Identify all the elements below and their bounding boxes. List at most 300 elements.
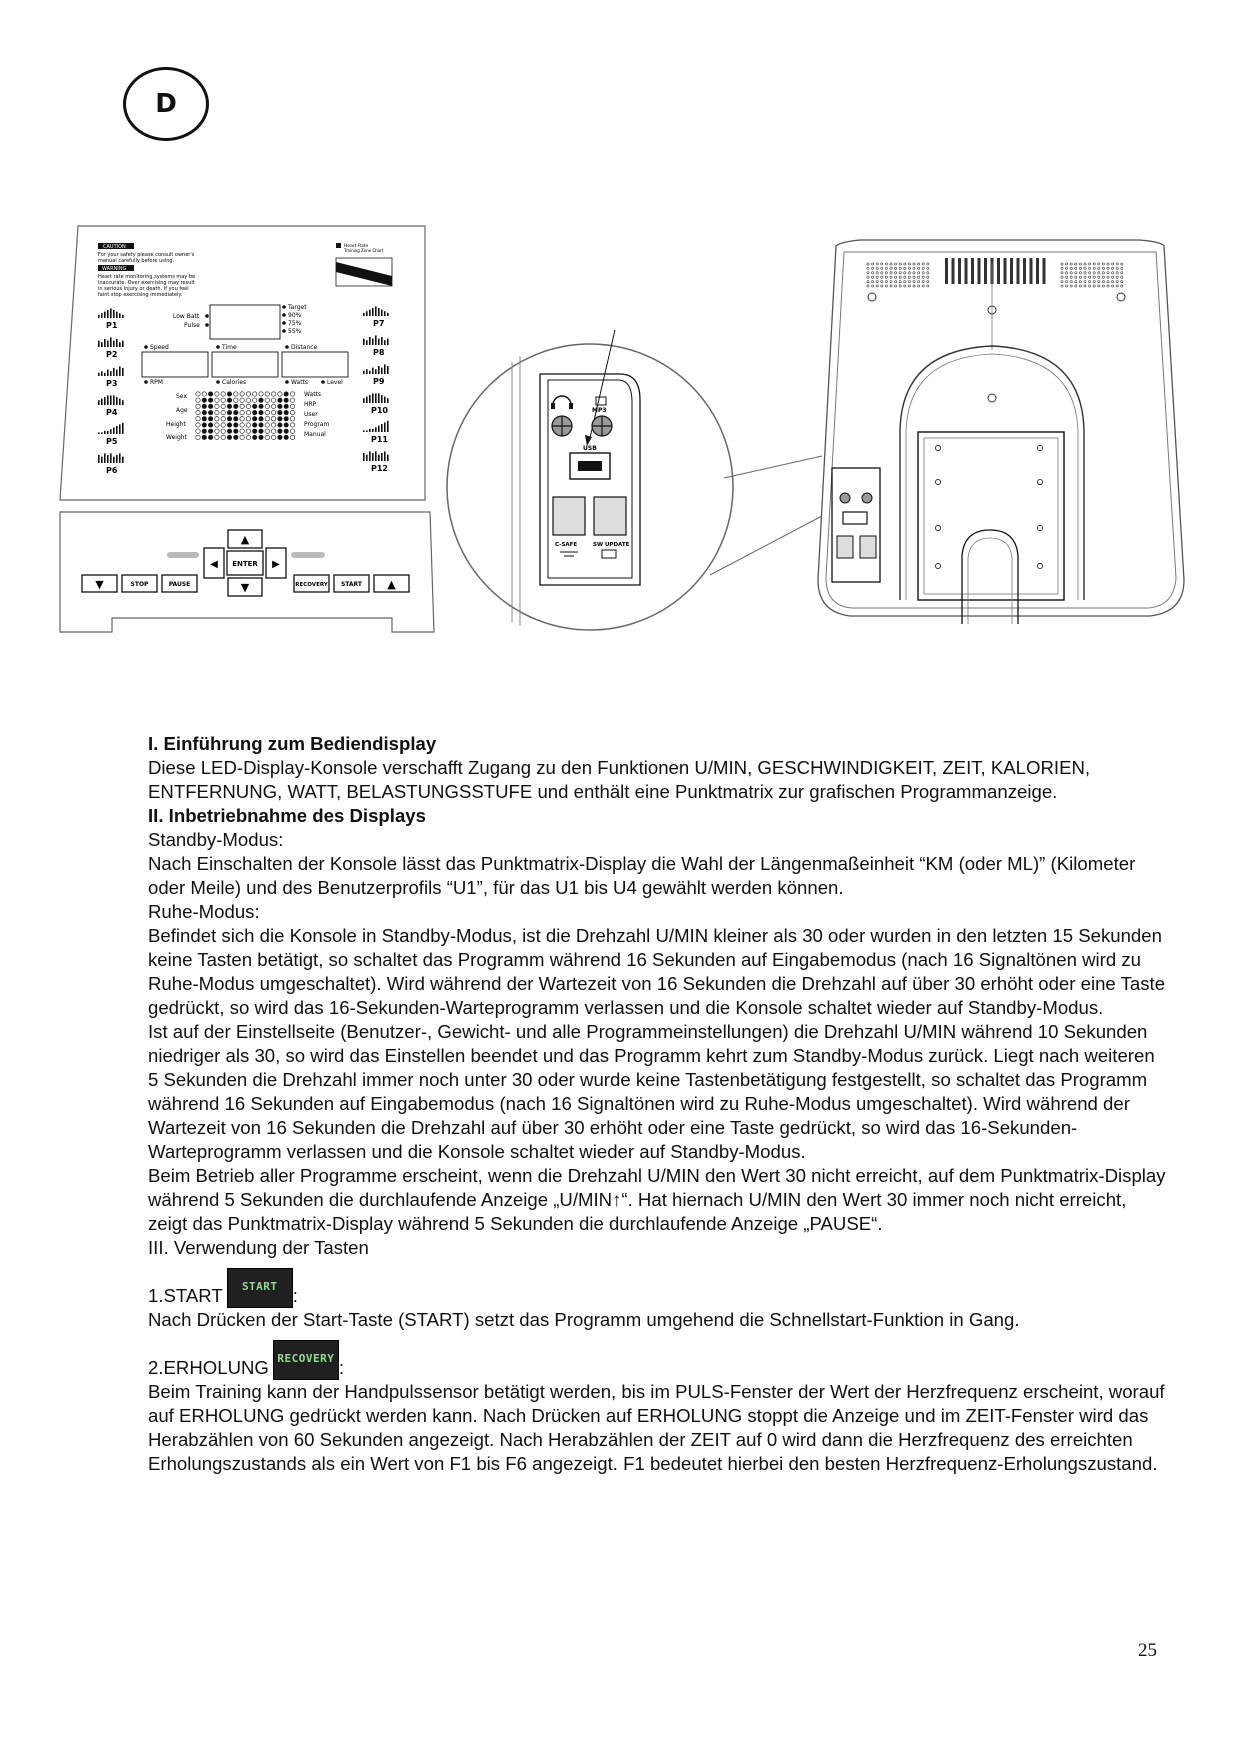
matrix-dot (202, 410, 206, 414)
target-label: Target (288, 304, 307, 311)
matrix-dot (234, 404, 238, 408)
matrix-dot (278, 410, 282, 414)
profile-bar (384, 364, 386, 374)
profile-bar (387, 366, 389, 374)
vent-hole (927, 276, 929, 278)
vent-hole (867, 272, 869, 274)
matrix-dot (234, 392, 238, 396)
vent-hole (1079, 267, 1081, 269)
ruhe-title: Ruhe-Modus: (148, 901, 260, 922)
vent-hole (1084, 276, 1086, 278)
vent-hole (872, 267, 874, 269)
matrix-dot (265, 429, 269, 433)
console-display-panel (60, 226, 425, 500)
profile-bar (363, 339, 365, 345)
vent-hole (895, 267, 897, 269)
matrix-dot (290, 417, 294, 421)
matrix-dot (215, 435, 219, 439)
matrix-dot (240, 410, 244, 414)
vent-hole (881, 263, 883, 265)
matrix-dot (271, 404, 275, 408)
target-75-label: 75% (288, 320, 302, 327)
vent-hole (1075, 285, 1077, 287)
profile-bar (384, 451, 386, 461)
matrix-dot (240, 417, 244, 421)
profile-bar (122, 400, 124, 405)
profile-bar (107, 431, 109, 434)
caution-line-2: manual carefully before using. (98, 258, 175, 264)
matrix-dot (227, 417, 231, 421)
vent-hole (876, 267, 878, 269)
profile-bar (98, 315, 100, 318)
vent-hole (908, 263, 910, 265)
vent-hole (1089, 281, 1091, 283)
vent-hole (918, 267, 920, 269)
matrix-dot (284, 404, 288, 408)
profile-bar (110, 453, 112, 463)
vent-hole (1084, 281, 1086, 283)
program-label-P11 (371, 435, 388, 444)
vent-hole (927, 263, 929, 265)
vent-hole (1075, 281, 1077, 283)
start-key-label: 1.START (148, 1285, 223, 1306)
vent-hole (1098, 267, 1100, 269)
vent-hole (922, 272, 924, 274)
svg-text:P4: P4 (106, 408, 118, 417)
vent-hole (908, 276, 910, 278)
vent-slot (1036, 258, 1039, 284)
matrix-dot (265, 392, 269, 396)
vent-grilles (867, 258, 1123, 287)
warning-line-2: inaccurate. Over exercising may result (98, 280, 195, 286)
user-label: User (304, 411, 318, 418)
profile-bar (372, 339, 374, 345)
matrix-dot (246, 429, 250, 433)
vent-hole (1116, 267, 1118, 269)
matrix-dot (196, 429, 200, 433)
matrix-dot (259, 410, 263, 414)
matrix-dot (265, 410, 269, 414)
matrix-dot (208, 435, 212, 439)
profile-bar (113, 310, 115, 318)
matrix-dot (259, 429, 263, 433)
vent-hole (1084, 285, 1086, 287)
matrix-dot (240, 404, 244, 408)
speed-rpm-window (142, 352, 208, 377)
vent-hole (1089, 276, 1091, 278)
matrix-dot (284, 417, 288, 421)
standby-title: Standby-Modus: (148, 829, 284, 850)
time-calories-window (212, 352, 278, 377)
matrix-dot (265, 435, 269, 439)
manual-label: Manual (304, 431, 326, 438)
c-safe-port[interactable] (553, 497, 585, 535)
matrix-dot (227, 435, 231, 439)
profile-bar (372, 393, 374, 403)
vent-hole (1112, 276, 1114, 278)
vent-hole (1107, 285, 1109, 287)
matrix-dot (290, 398, 294, 402)
profile-bar (110, 371, 112, 376)
vent-hole (1070, 263, 1072, 265)
pulse-window (210, 305, 280, 339)
caution-title: CAUTION (103, 244, 126, 250)
vent-hole (908, 281, 910, 283)
arrow-right-glyph: ▶ (272, 559, 280, 570)
matrix-dot (271, 435, 275, 439)
vent-hole (904, 285, 906, 287)
matrix-dot (234, 398, 238, 402)
matrix-dot (290, 404, 294, 408)
matrix-dot (284, 435, 288, 439)
vent-hole (1093, 285, 1095, 287)
vent-hole (918, 272, 920, 274)
vent-hole (899, 267, 901, 269)
profile-bar (113, 368, 115, 376)
matrix-dot (208, 417, 212, 421)
profile-bar (116, 455, 118, 463)
time-label: Time (222, 344, 237, 351)
program-label-P5 (106, 437, 118, 446)
vent-hole (1102, 267, 1104, 269)
vent-slot (1004, 258, 1007, 284)
vent-slot (1030, 258, 1033, 284)
vent-hole (1116, 281, 1118, 283)
vent-slot (1017, 258, 1020, 284)
vent-hole (885, 267, 887, 269)
watts-label: Watts (291, 379, 309, 386)
matrix-dot (221, 392, 225, 396)
vent-hole (927, 267, 929, 269)
profile-bar (384, 311, 386, 316)
vent-hole (913, 267, 915, 269)
profile-bar (387, 313, 389, 316)
profile-bar (387, 398, 389, 403)
profile-bar (104, 312, 106, 318)
mp3-label: MP3 (592, 407, 607, 414)
start-key-image-text: START (241, 1280, 278, 1293)
profile-bar (110, 395, 112, 405)
matrix-dot (234, 417, 238, 421)
profile-bar (384, 422, 386, 432)
matrix-dot (221, 417, 225, 421)
vent-hole (876, 281, 878, 283)
profile-bar (381, 368, 383, 374)
svg-text:P3: P3 (106, 379, 118, 388)
vent-hole (1121, 276, 1123, 278)
profile-bar (375, 306, 377, 316)
profile-bar (366, 369, 368, 374)
vent-hole (1079, 272, 1081, 274)
vent-hole (881, 276, 883, 278)
profile-bar (381, 310, 383, 316)
vent-hole (1066, 272, 1068, 274)
vent-hole (1121, 263, 1123, 265)
matrix-dot (278, 398, 282, 402)
vent-hole (899, 285, 901, 287)
matrix-dot (215, 417, 219, 421)
recovery-key-line (148, 1336, 1168, 1380)
svg-text:P1: P1 (106, 321, 118, 330)
matrix-dot (221, 435, 225, 439)
target-55-label: 55% (288, 328, 302, 335)
vent-hole (904, 276, 906, 278)
vent-hole (922, 281, 924, 283)
profile-bar (381, 337, 383, 345)
matrix-dot (215, 404, 219, 408)
recovery-colon: : (338, 1357, 345, 1378)
vent-hole (1098, 281, 1100, 283)
vent-hole (1107, 276, 1109, 278)
vent-hole (1070, 285, 1072, 287)
svg-text:P10: P10 (371, 406, 388, 415)
arrow-down-glyph: ▼ (240, 581, 250, 594)
matrix-dot (227, 404, 231, 408)
vent-hole (1079, 263, 1081, 265)
program-label-P1 (106, 321, 118, 330)
vent-hole (1112, 267, 1114, 269)
vent-hole (1061, 281, 1063, 283)
program-label-P10 (371, 406, 388, 415)
vent-hole (890, 285, 892, 287)
manual-text (148, 732, 1168, 1476)
profile-bar (366, 340, 368, 345)
vent-hole (1093, 267, 1095, 269)
matrix-dot (253, 429, 257, 433)
matrix-dot (202, 423, 206, 427)
vent-hole (872, 263, 874, 265)
sw-update-label: SW UPDATE (593, 542, 630, 548)
weight-label: Weight (166, 434, 187, 441)
matrix-dot (196, 398, 200, 402)
vent-hole (904, 267, 906, 269)
vent-hole (1070, 281, 1072, 283)
matrix-dot (202, 398, 206, 402)
program-label-P8 (373, 348, 385, 357)
profile-bar (378, 366, 380, 374)
vent-hole (867, 263, 869, 265)
matrix-dot (215, 392, 219, 396)
profile-bar (122, 423, 124, 434)
profile-bar (381, 395, 383, 403)
matrix-dot (259, 398, 263, 402)
ruhe-paragraph-2: Ist auf der Einstellseite (Benutzer-, Gewicht- und alle Programmeinstellungen) die Drehzahl U/MIN während 10 Sekunden niedriger als 30, so wird das Einstellen beendet und das Programm kehrt zum Standby-Modus zurück. Liegt nach weiteren 5 Sekunden die Drehzahl immer noch unter 30 oder wurde keine Tastenbetätigung festgestellt, so schaltet das Programm während 16 Sekunden auf Eingabemodus (nach 16 Signaltönen wird zu Ruhe-Modus umgeschaltet). Wird während der Wartezeit von 16 Sekunden die Drehzahl auf über 30 erhöht oder eine Taste gedrückt, so wird das 16-Sekunden-Warteprogramm verlassen und die Konsole schaltet wieder auf Standby-Modus. (148, 1021, 1155, 1162)
matrix-dot (227, 423, 231, 427)
svg-text:P6: P6 (106, 466, 118, 475)
console-back-housing (818, 240, 1184, 624)
profile-bar (104, 453, 106, 463)
vent-hole (872, 272, 874, 274)
vent-hole (1089, 263, 1091, 265)
vent-hole (1061, 267, 1063, 269)
vent-hole (1075, 267, 1077, 269)
matrix-dot (234, 429, 238, 433)
vent-hole (927, 285, 929, 287)
profile-bar (119, 366, 121, 376)
matrix-dot (246, 404, 250, 408)
level-label: Level (327, 379, 343, 386)
vent-hole (899, 281, 901, 283)
matrix-dot (278, 417, 282, 421)
hrp-label: HRP (304, 401, 317, 408)
matrix-dot (271, 417, 275, 421)
matrix-watts-label: Watts (304, 391, 322, 398)
vent-hole (1098, 285, 1100, 287)
usb-label: USB (583, 445, 597, 452)
vent-hole (876, 272, 878, 274)
matrix-dot (246, 410, 250, 414)
profile-bar (98, 432, 100, 434)
vent-hole (867, 285, 869, 287)
recovery-key-label: 2.ERHOLUNG (148, 1357, 269, 1378)
matrix-dot (265, 404, 269, 408)
arrow-left-glyph: ◀ (210, 559, 218, 570)
matrix-dot (246, 423, 250, 427)
profile-bar (122, 368, 124, 376)
profile-bar (378, 426, 380, 432)
vent-hole (918, 281, 920, 283)
profile-bar (381, 424, 383, 432)
profile-bar (116, 339, 118, 347)
svg-text:P7: P7 (373, 319, 385, 328)
svg-text:P11: P11 (371, 435, 388, 444)
matrix-dot (253, 392, 257, 396)
program-label-P3 (106, 379, 117, 388)
matrix-dot (196, 417, 200, 421)
start-key-image (227, 1268, 293, 1308)
vent-slot (997, 258, 1000, 284)
enter-button-label: ENTER (232, 560, 258, 568)
matrix-dot (290, 392, 294, 396)
matrix-dot (240, 429, 244, 433)
profile-bar (113, 341, 115, 347)
vent-hole (1084, 272, 1086, 274)
matrix-dot (278, 392, 282, 396)
matrix-dot (246, 435, 250, 439)
vent-hole (918, 276, 920, 278)
vent-hole (872, 281, 874, 283)
vent-hole (922, 263, 924, 265)
matrix-dot (196, 392, 200, 396)
profile-bar (113, 395, 115, 405)
profile-bar (104, 431, 106, 434)
vent-hole (1089, 267, 1091, 269)
matrix-dot (234, 410, 238, 414)
matrix-dot (290, 423, 294, 427)
vent-slot (958, 258, 961, 284)
profile-bar (369, 371, 371, 374)
profile-bar (107, 395, 109, 405)
profile-bar (369, 451, 371, 461)
profile-bar (363, 453, 365, 461)
vent-slot (952, 258, 955, 284)
vent-hole (881, 281, 883, 283)
vent-slot (978, 258, 981, 284)
matrix-dot (208, 392, 212, 396)
vent-hole (1102, 281, 1104, 283)
vent-hole (913, 281, 915, 283)
vent-hole (1098, 272, 1100, 274)
svg-text:P8: P8 (373, 348, 385, 357)
profile-bar (116, 370, 118, 376)
vent-hole (1061, 276, 1063, 278)
rpm-label: RPM (150, 379, 163, 386)
svg-text:P5: P5 (106, 437, 118, 446)
matrix-dot (259, 392, 263, 396)
profile-bar (116, 426, 118, 434)
matrix-dot (259, 423, 263, 427)
warning-line-1: Heart rate monitoring systems may be (98, 274, 196, 280)
recovery-paragraph: Beim Training kann der Handpulssensor betätigt werden, bis im PULS-Fenster der Wert der Herzfrequenz erscheint, worauf auf ERHOLUNG gedrückt werden kann. Nach Drücken auf ERHOLUNG stoppt die Anzeige und im ZEIT-Fenster wird das Herabzählen von 60 Sekunden angezeigt. Nach Herabzählen der ZEIT auf 0 wird dann die Herzfrequenz des erreichten Erholungszustands als ein Wert von F1 bis F6 angezeigt. F1 bedeutet hierbei den besten Herzfrequenz-Erholungszustand. (148, 1381, 1165, 1474)
matrix-dot (253, 435, 257, 439)
matrix-dot (221, 429, 225, 433)
target-90-label: 90% (288, 312, 302, 319)
vent-hole (1102, 263, 1104, 265)
profile-bar (107, 455, 109, 463)
profile-bar (369, 429, 371, 432)
matrix-dot (253, 423, 257, 427)
matrix-dot (202, 417, 206, 421)
profile-bar (378, 308, 380, 316)
vent-hole (885, 276, 887, 278)
speed-label: Speed (150, 344, 169, 351)
matrix-dot (227, 392, 231, 396)
matrix-dot (271, 423, 275, 427)
vent-hole (1084, 267, 1086, 269)
profile-bar (378, 455, 380, 461)
matrix-dot (246, 392, 250, 396)
matrix-dot (284, 398, 288, 402)
matrix-dot (202, 429, 206, 433)
vent-hole (867, 267, 869, 269)
sex-label: Sex (176, 393, 187, 400)
vent-hole (1070, 267, 1072, 269)
profile-bar (366, 430, 368, 432)
warning-title: WARNING (102, 266, 127, 272)
matrix-dot (208, 429, 212, 433)
matrix-dot (271, 429, 275, 433)
vent-hole (1121, 272, 1123, 274)
profile-bar (372, 308, 374, 316)
stop-button-label: STOP (130, 581, 149, 588)
vent-slot (1043, 258, 1046, 284)
profile-bar (381, 453, 383, 461)
profile-bar (372, 453, 374, 461)
recovery-key-image-text: RECOVERY (277, 1352, 335, 1365)
standby-paragraph: Nach Einschalten der Konsole lässt das Punktmatrix-Display die Wahl der Längenmaßeinheit “KM (oder ML)” (Kilometer oder Meile) und des Benutzerprofils “U1”, für das U1 bis U4 gewählt werden können. (148, 853, 1136, 898)
vent-hole (872, 285, 874, 287)
start-paragraph: Nach Drücken der Start-Taste (START) setzt das Programm umgehend die Schnellstart-Funktion in Gang. (148, 1309, 1020, 1330)
vent-hole (913, 272, 915, 274)
profile-bar (110, 429, 112, 434)
profile-bar (110, 308, 112, 318)
vent-hole (881, 272, 883, 274)
profile-bar (372, 429, 374, 432)
profile-bar (366, 397, 368, 403)
profile-bar (110, 337, 112, 347)
matrix-dot (290, 410, 294, 414)
profile-bar (375, 369, 377, 374)
matrix-dot (246, 398, 250, 402)
down-button-glyph: ▼ (95, 578, 104, 591)
matrix-dot (215, 423, 219, 427)
sw-update-port[interactable] (594, 497, 626, 535)
vent-hole (1112, 272, 1114, 274)
matrix-dot (208, 398, 212, 402)
vent-hole (1112, 285, 1114, 287)
vent-hole (1098, 276, 1100, 278)
matrix-dot (208, 410, 212, 414)
